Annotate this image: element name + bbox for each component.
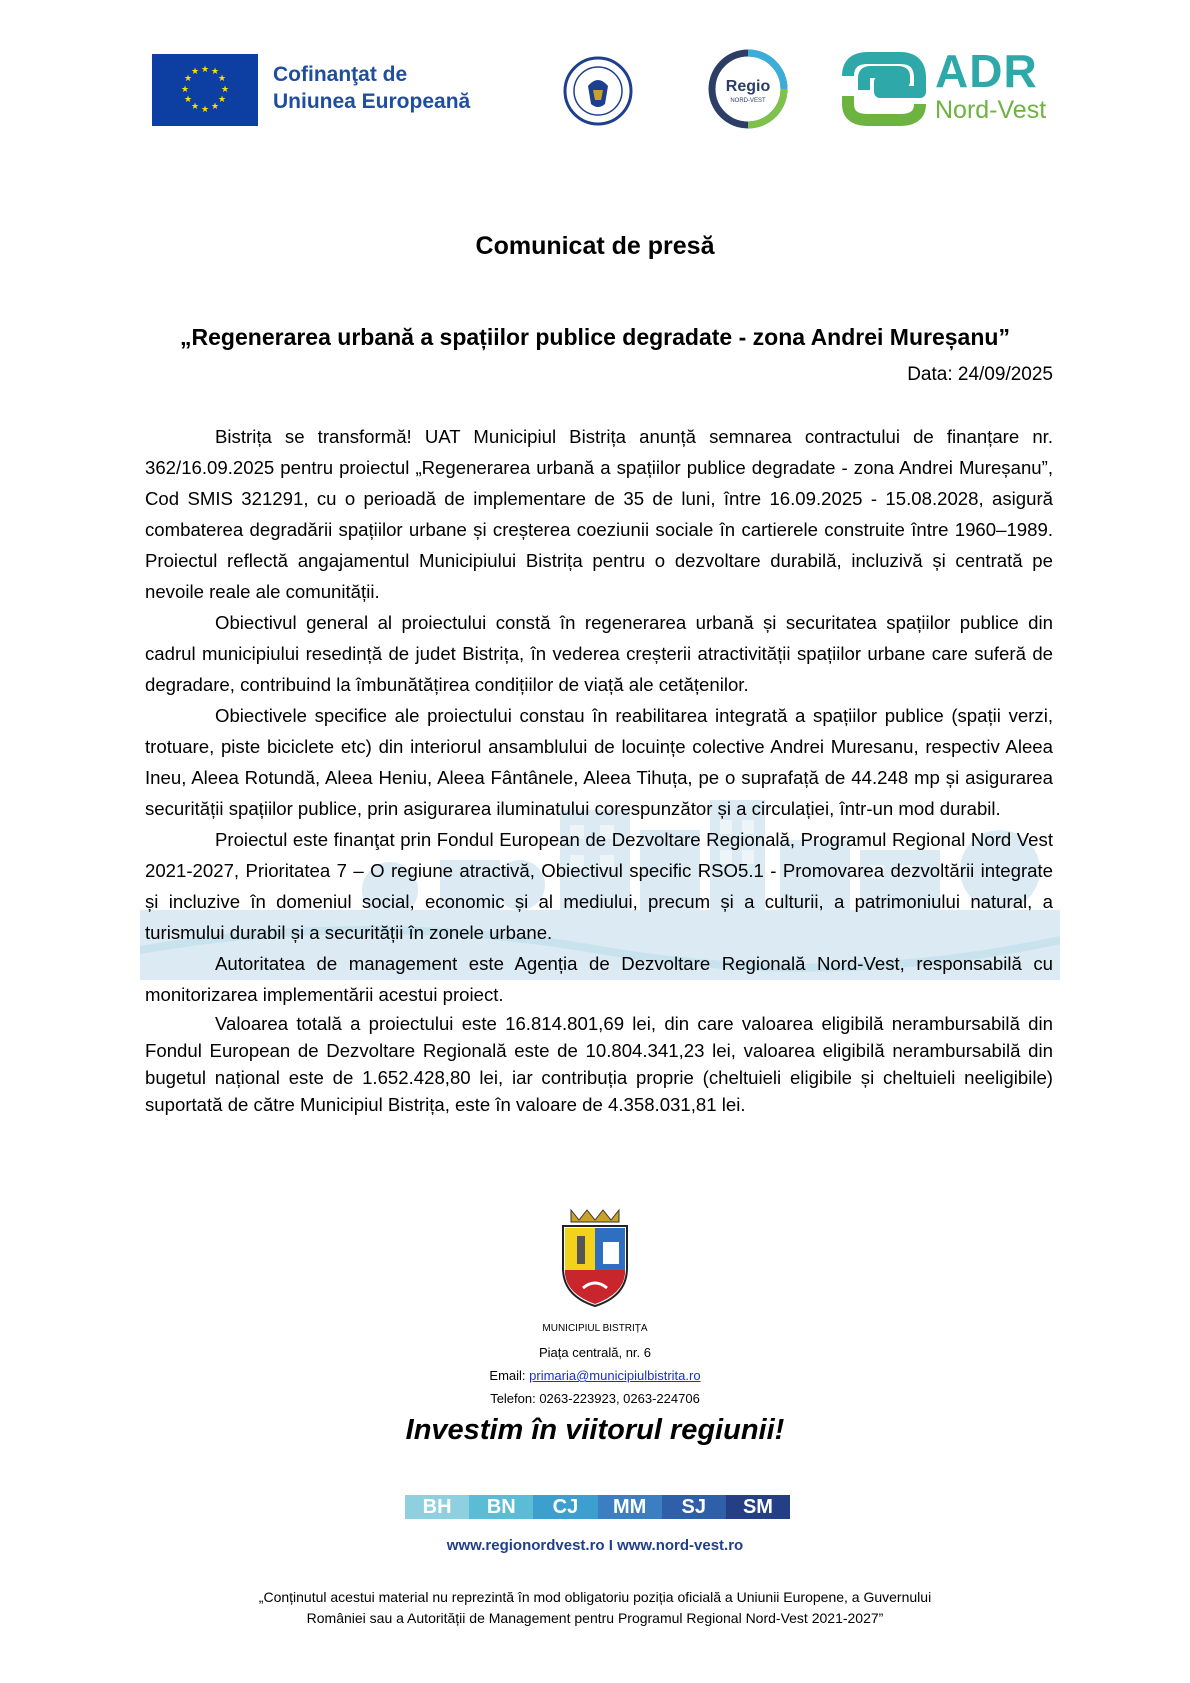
email-label: Email: [489, 1368, 530, 1383]
svg-text:★: ★ [220, 85, 230, 95]
county-mm: MM [598, 1495, 662, 1519]
contact-email-line [0, 1368, 1190, 1383]
eu-line-2: Uniunea Europeană [273, 90, 471, 113]
adr-symbol-icon [840, 52, 930, 126]
project-title: „Regenerarea urbană a spațiilor publice degradate - zona Andrei Mureșanu” [180, 324, 1010, 350]
press-release-body [145, 421, 1053, 1118]
disclaimer-line-2: României sau a Autorității de Management pentru Programul Regional Nord-Vest 2021-2027” [306, 1610, 884, 1626]
county-sm: SM [726, 1495, 790, 1519]
svg-text:★: ★ [180, 85, 190, 95]
county-bh: BH [405, 1495, 469, 1519]
email-link[interactable]: primaria@municipiulbistrita.ro [529, 1368, 701, 1383]
coat-of-arms-caption: MUNICIPIUL BISTRIȚA [542, 1323, 648, 1334]
svg-text:★: ★ [217, 95, 227, 105]
svg-text:★: ★ [200, 65, 210, 75]
svg-text:★: ★ [217, 74, 227, 84]
contact-address: Piața centrală, nr. 6 [538, 1345, 651, 1360]
paragraph-funding: Proiectul este finanţat prin Fondul European de Dezvoltare Regională, Programul Regional Nord Vest 2021-2027, Prioritatea 7 – O regiune atractivă, Obiectivul specific RSO5.1 - Promovarea dezvoltării integrate și incluzive în domeniul social, economic și al mediului, precum și a culturii, a patrimoniului natural, a turismului durabil și a securității în zonele urbane. [145, 829, 1053, 943]
adr-title: ADR [935, 45, 1038, 97]
contact-phone: Telefon: 0263-223923, 0263-224706 [490, 1391, 700, 1406]
regio-name: Regio [725, 78, 771, 95]
disclaimer-line-1: „Conținutul acestui material nu reprezintă în mod obligatoriu poziția oficială a Uniunii Europene, a Guvernului [258, 1589, 932, 1605]
eu-cofinancing-label [273, 61, 470, 115]
svg-text:★: ★ [200, 105, 210, 115]
romanian-government-seal [563, 56, 633, 126]
paragraph-specific-objectives: Obiectivele specifice ale proiectului constau în reabilitarea integrată a spațiilor publice (spații verzi, trotuare, piste biciclete etc) din interiorul ansamblului de locuințe colective Andrei Muresanu, respectiv Aleea Ineu, Aleea Rotundă, Aleea Heniu, Aleea Fântânele, Aleea Tihuța, pe o suprafață de 44.248 mp și asigurarea securității spațiilor publice, prin asigurarea iluminatului corespunzător și a circulației, într-un mod durabil. [145, 705, 1053, 819]
county-sj: SJ [662, 1495, 726, 1519]
coat-of-arms-icon [555, 1208, 635, 1308]
regio-ring-icon [706, 47, 790, 131]
government-seal-icon [563, 56, 633, 126]
page-title: Comunicat de presă [475, 232, 715, 260]
eu-flag-logo [152, 54, 258, 126]
county-cj: CJ [533, 1495, 597, 1519]
svg-text:★: ★ [210, 102, 220, 112]
svg-text:★: ★ [183, 74, 193, 84]
svg-text:★: ★ [183, 95, 193, 105]
paragraph-budget: Valoarea totală a proiectului este 16.814.801,69 lei, din care valoarea eligibilă nerambursabilă din Fondul European de Dezvoltare Regională este de 10.804.341,23 lei, valoarea eligibilă nerambursabilă din bugetul național este de 1.652.428,80 lei, iar contribuția proprie (cheltuieli eligibile și cheltuieli neeligibile) suportată de către Municipiul Bistrița, este în valoare de 4.358.031,81 lei. [145, 1013, 1053, 1115]
regional-websites[interactable]: www.regionordvest.ro I www.nord-vest.ro [446, 1537, 744, 1554]
county-codes-bar [405, 1495, 790, 1519]
paragraph-intro: Bistrița se transformă! UAT Municipiul Bistrița anunță semnarea contractului de finanțare nr. 362/16.09.2025 pentru proiectul „Regenerarea urbană a spațiilor publice degradate - zona Andrei Mureșanu”, Cod SMIS 321291, cu o perioadă de implementare de 35 de luni, între 16.09.2025 - 15.08.2028, asigură combaterea degradării spațiilor urbane și creșterea coeziunii sociale în cartierele construite între 1960–1989. Proiectul reflectă angajamentul Municipiului Bistrița pentru o dezvoltare durabilă, incluzivă și centrată pe nevoile reale ale comunității. [145, 426, 1053, 602]
regio-logo [706, 47, 790, 131]
eu-line-1: Cofinanţat de [273, 63, 408, 86]
adr-subtitle: Nord-Vest [935, 96, 1047, 124]
svg-text:★: ★ [210, 67, 220, 77]
regio-sub: NORD-VEST [730, 98, 766, 104]
county-bn: BN [469, 1495, 533, 1519]
bistrita-coat-of-arms [555, 1208, 635, 1308]
paragraph-management-authority: Autoritatea de management este Agenția de Dezvoltare Regională Nord-Vest, responsabilă cu monitorizarea implementării acestui proiect. [145, 953, 1053, 1005]
slogan: Investim în viitorul regiunii! [405, 1414, 785, 1446]
paragraph-general-objective: Obiectivul general al proiectului constă în regenerarea urbană și securitatea spațiilor publice din cadrul municipiului resedință de judet Bistrița, în vederea creșterii atractivității spațiilor urbane care suferă de degradare, contribuind la îmbunătățirea condițiilor de viață ale cetățenilor. [145, 612, 1053, 695]
svg-text:★: ★ [190, 102, 200, 112]
svg-text:★: ★ [190, 67, 200, 77]
eu-stars-icon [152, 54, 258, 126]
publication-date: Data: 24/09/2025 [907, 364, 1053, 385]
